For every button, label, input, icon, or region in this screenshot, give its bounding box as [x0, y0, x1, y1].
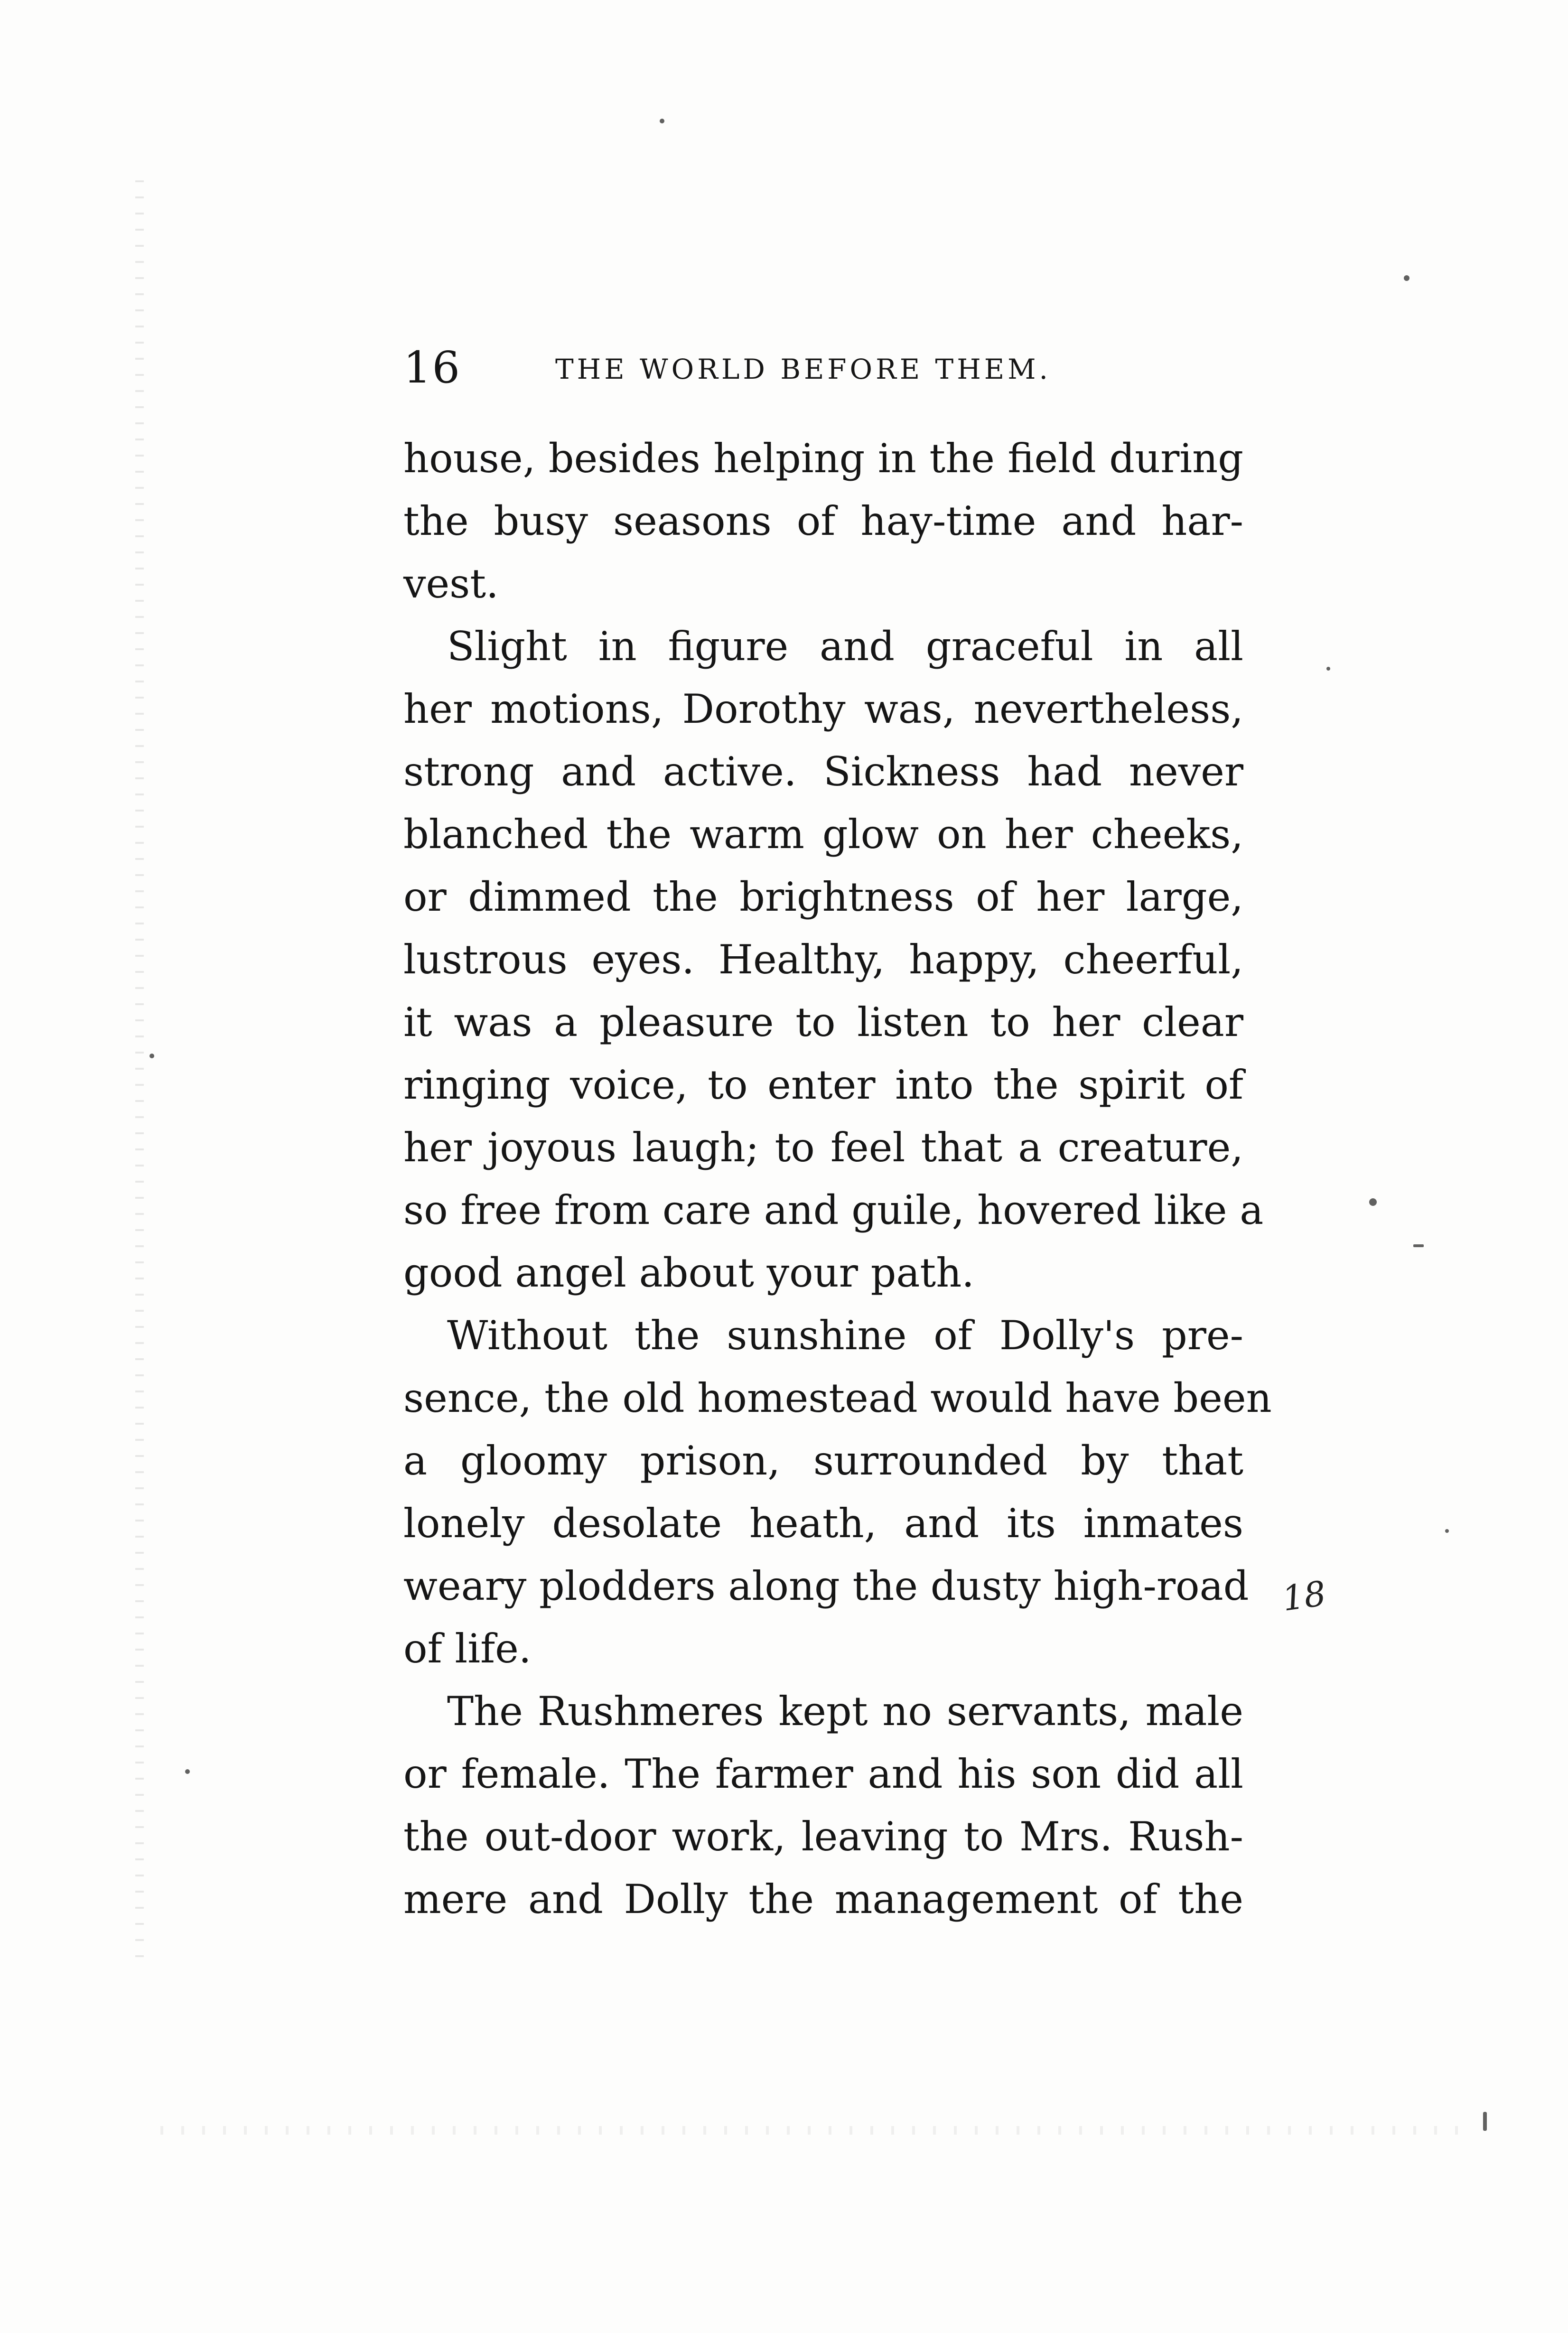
scan-speck	[149, 1054, 154, 1058]
text-line-11: ringing voice, to enter into the spirit of	[403, 1062, 1243, 1108]
text-line-7: blanched the warm glow on her cheeks,	[403, 811, 1243, 858]
text-line-8: or dimmed the brightness of her large,	[403, 874, 1243, 920]
text-line-9: lustrous eyes. Healthy, happy, cheerful,	[403, 936, 1243, 983]
text-line-10: it was a pleasure to listen to her clear	[403, 999, 1243, 1045]
text-line-2: the busy seasons of hay-time and har-	[403, 498, 1243, 544]
text-line-12: her joyous laugh; to feel that a creature,	[403, 1124, 1243, 1171]
running-title: THE WORLD BEFORE THEM.	[555, 353, 1051, 385]
text-line-21: The Rushmeres kept no servants, male	[447, 1688, 1243, 1735]
text-line-16: sence, the old homestead would have been	[403, 1375, 1272, 1421]
scan-speck	[660, 119, 664, 123]
scan-speck	[1369, 1198, 1377, 1206]
text-line-20: of life.	[403, 1625, 532, 1672]
text-line-23: the out-door work, leaving to Mrs. Rush-	[403, 1813, 1243, 1860]
scan-speck	[1445, 1529, 1449, 1533]
text-line-19: weary plodders along the dusty high-road	[403, 1563, 1249, 1609]
text-line-6: strong and active. Sickness had never	[403, 748, 1243, 795]
text-line-22: or female. The farmer and his son did all	[403, 1751, 1243, 1797]
scan-speck	[1483, 2112, 1487, 2131]
scan-bottom-marks	[142, 2126, 1471, 2135]
page-number: 16	[403, 342, 461, 393]
handwritten-margin-note: 18	[1279, 1573, 1329, 1619]
text-line-18: lonely desolate heath, and its inmates	[403, 1500, 1243, 1547]
scan-speck	[1404, 275, 1409, 281]
running-head	[403, 342, 1239, 394]
text-line-24: mere and Dolly the management of the	[403, 1876, 1243, 1922]
text-line-3: vest.	[403, 560, 499, 607]
text-line-1: house, besides helping in the field during	[403, 435, 1243, 482]
text-line-13: so free from care and guile, hovered like a	[403, 1187, 1264, 1233]
scan-speck	[1326, 667, 1330, 671]
scan-speck	[185, 1769, 190, 1774]
text-line-15: Without the sunshine of Dolly's pre-	[447, 1312, 1243, 1359]
text-line-17: a gloomy prison, surrounded by that	[403, 1437, 1243, 1484]
text-line-14: good angel about your path.	[403, 1250, 974, 1296]
text-line-5: her motions, Dorothy was, nevertheless,	[403, 686, 1243, 732]
text-line-4: Slight in figure and graceful in all	[447, 623, 1243, 670]
scan-edge-marks	[135, 166, 144, 1969]
scan-speck	[1413, 1244, 1424, 1247]
